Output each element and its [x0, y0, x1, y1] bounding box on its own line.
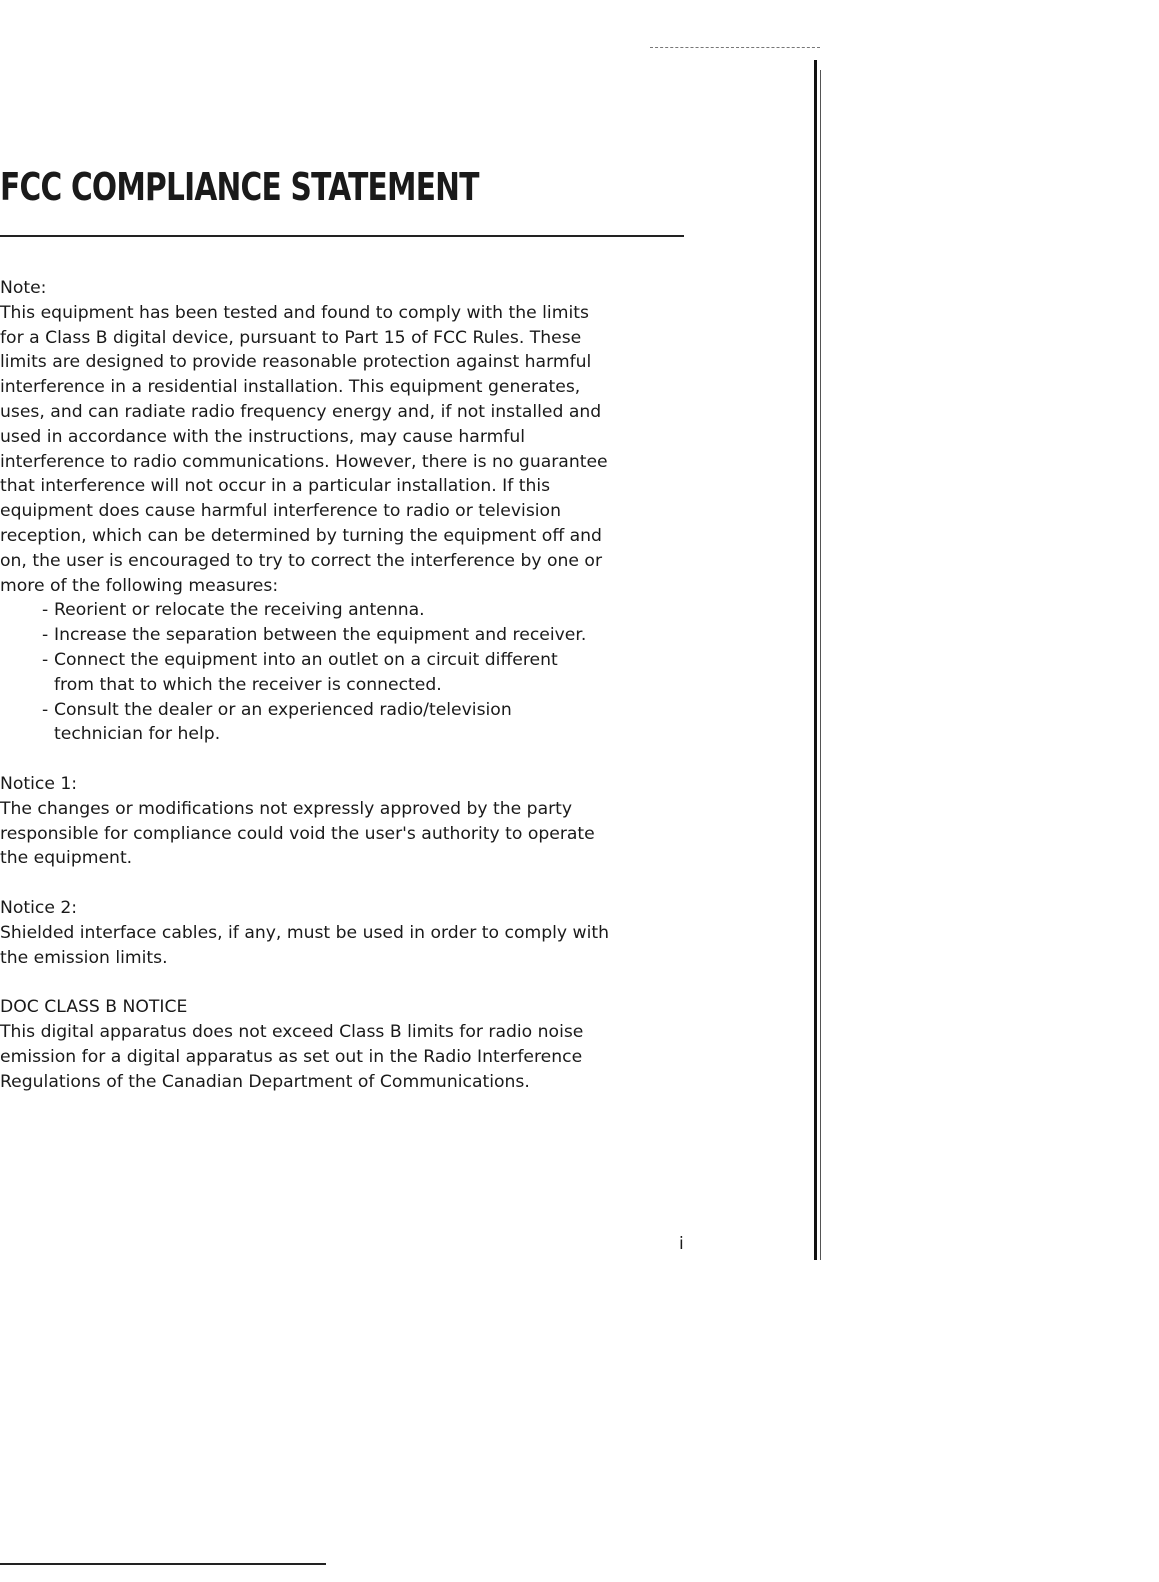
measure-item: - Increase the separation between the equipment and receiver. [42, 625, 587, 646]
doc-notice-heading: DOC CLASS B NOTICE [0, 997, 188, 1018]
document-body [0, 276, 700, 1094]
notice1-body: The changes or modifications not expressly approved by the party responsible for compliance could void the user's authority to operate the equipment. [0, 798, 595, 869]
measure-item: - Reorient or relocate the receiving antenna. [42, 600, 425, 621]
note-heading: Note: [0, 278, 47, 298]
page-title: FCC COMPLIANCE STATEMENT [0, 165, 479, 209]
title-divider [0, 235, 684, 237]
notice1-section [0, 772, 700, 871]
measure-text: Reorient or relocate the receiving antenna. [54, 600, 425, 621]
note-body: This equipment has been tested and found to comply with the limits for a Class B digital device, pursuant to Part 15 of FCC Rules. These limits are designed to provide reasonable protection against harmful interference in a residential installation. This equipment generates, uses, and can radiate radio frequency energy and, if not installed and used in accordance with the instructions, may cause harmful interference to radio communications. However, there is no guarantee that interference will not occur in a particular installation. If this equipment does cause harmful interference to radio or television reception, which can be determined by turning the equipment off and on, the user is encouraged to try to correct the interference by one or more of the following measures: [0, 302, 608, 596]
notice2-body: Shielded interface cables, if any, must be used in order to comply with the emission limits. [0, 922, 610, 968]
notice1-heading: Notice 1: [0, 773, 78, 794]
note-section [0, 276, 700, 747]
page-number: i [679, 1234, 684, 1254]
doc-notice-body: This digital apparatus does not exceed Class B limits for radio noise emission for a digital apparatus as set out in the Radio Interference Regulations of the Canadian Department of Communications. [0, 1021, 584, 1092]
measures-list [0, 598, 700, 747]
doc-notice-section [0, 995, 700, 1094]
footer-rule [0, 1563, 326, 1565]
measure-text: Consult the dealer or an experienced radio/television technician for help. [54, 699, 512, 745]
notice2-section [0, 896, 700, 970]
scan-artifact-top-dash [650, 47, 820, 48]
measure-item: - Consult the dealer or an experienced radio/television technician for help. [42, 699, 512, 745]
measure-text: Connect the equipment into an outlet on a circuit different from that to which the receiver is connected. [54, 649, 558, 695]
notice2-heading: Notice 2: [0, 897, 78, 918]
scan-binding-edge [814, 60, 817, 1260]
measure-item: - Connect the equipment into an outlet on a circuit different from that to which the receiver is connected. [42, 649, 558, 695]
measure-text: Increase the separation between the equipment and receiver. [54, 625, 587, 646]
scan-binding-edge-thin [820, 70, 821, 1260]
